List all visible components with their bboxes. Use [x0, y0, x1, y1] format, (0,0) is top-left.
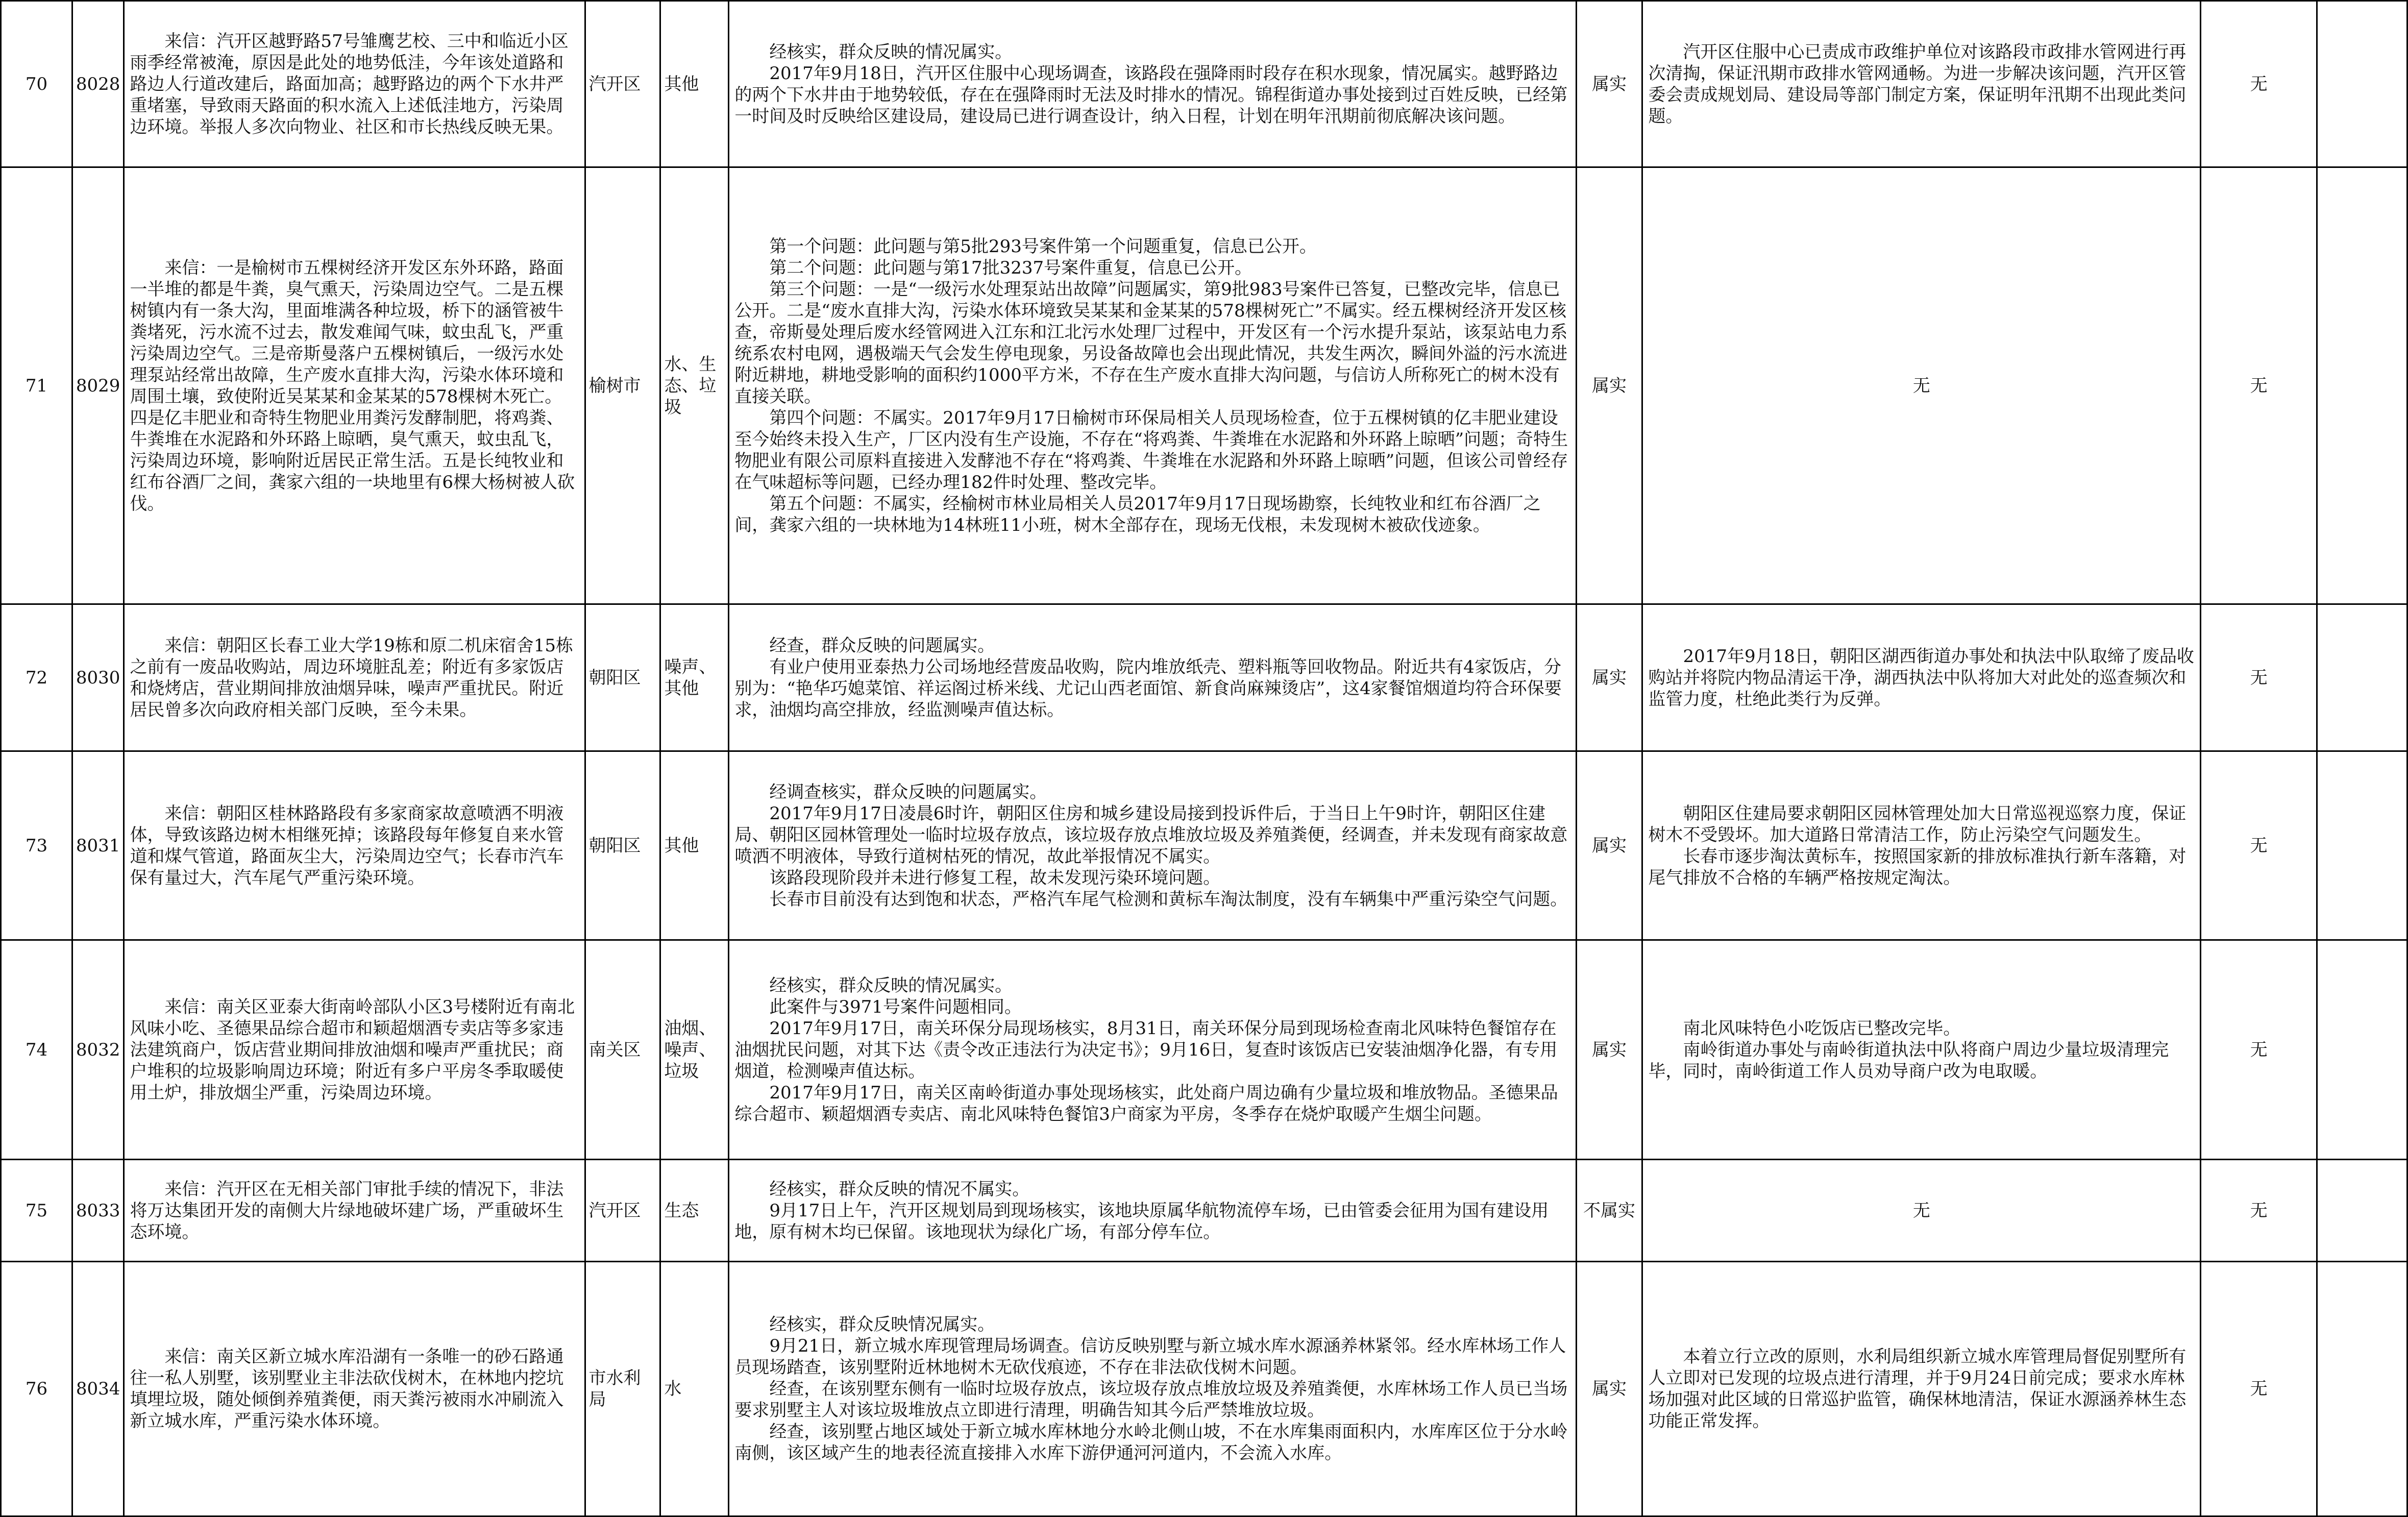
accountability-cell: 无	[2201, 1262, 2317, 1516]
paragraph: 来信：朝阳区桂林路路段有多家商家故意喷洒不明液体，导致该路边树木相继死掉；该路段每年修复自来水管道和煤气管道，路面灰尘大，污染周边空气；长春市汽车保有量过大，汽车尾气严重污染环境。	[130, 803, 564, 888]
verdict-cell: 属实	[1576, 1, 1642, 167]
area-cell: 朝阳区	[585, 751, 660, 940]
verdict-cell: 属实	[1576, 940, 1642, 1160]
table-body	[1, 1, 2407, 1516]
paragraph: 2017年9月17日，南关区南岭街道办事处现场核实，此处商户周边确有少量垃圾和堆放物品。圣德果品综合超市、颖超烟酒专卖店、南北风味特色餐馆3户商家为平房，冬季存在烧炉取暖产生烟尘问题。	[734, 1082, 1558, 1124]
table-row	[1, 167, 2407, 604]
paragraph: 第一个问题：此问题与第5批293号案件第一个问题重复，信息已公开。	[769, 236, 1317, 257]
findings-cell	[729, 1, 1576, 167]
paragraph: 汽开区住服中心已责成市政维护单位对该路段市政排水管网进行再次清掏，保证汛期市政排水管网通畅。为进一步解决该问题，汽开区管委会责成规划局、建设局等部门制定方案，保证明年汛期不出现此类问题。	[1648, 41, 2186, 127]
complaint-cell	[124, 1262, 585, 1516]
paragraph: 南岭街道办事处与南岭街道执法中队将商户周边少量垃圾清理完毕，同时，南岭街道工作人员劝导商户改为电取暖。	[1648, 1039, 2169, 1082]
paragraph: 有业户使用亚泰热力公司场地经营废品收购，院内堆放纸壳、塑料瓶等回收物品。附近共有4家饭店，分别为：“艳华巧媳菜馆、祥运阁过桥米线、尤记山西老面馆、新食尚麻辣烫店”，这4家餐馆烟道均符合环保要求，油烟均高空排放，经监测噪声值达标。	[734, 656, 1562, 720]
paragraph: 经核实，群众反映的情况不属实。	[769, 1179, 1030, 1200]
accountability-cell: 无	[2201, 940, 2317, 1160]
findings-cell	[729, 1160, 1576, 1262]
blank-cell	[2317, 940, 2407, 1160]
paragraph: 经查，在该别墅东侧有一临时垃圾存放点，该垃圾存放点堆放垃圾及养殖粪便，水库林场工作人员已当场要求别墅主人对该垃圾堆放点立即进行清理，明确告知其今后严禁堆放垃圾。	[734, 1379, 1568, 1421]
handling-cell: 无	[1642, 167, 2201, 604]
paragraph: 该路段现阶段并未进行修复工程，故未发现污染环境问题。	[769, 867, 1221, 888]
row-seq-cell: 71	[1, 167, 72, 604]
paragraph: 2017年9月17日凌晨6时许，朝阳区住房和城乡建设局接到投诉件后，于当日上午9时许，朝阳区住建局、朝阳区园林管理处一临时垃圾存放点，该垃圾存放点堆放垃圾及养殖粪便，经调查，并未发现有商家故意喷洒不明液体，导致行道树枯死的情况，故此举报情况不属实。	[734, 803, 1568, 867]
findings-cell	[729, 167, 1576, 604]
handling-cell	[1642, 1, 2201, 167]
blank-cell	[2317, 167, 2407, 604]
blank-cell	[2317, 604, 2407, 751]
blank-cell	[2317, 1160, 2407, 1262]
paragraph: 第二个问题：此问题与第17批3237号案件重复，信息已公开。	[769, 257, 1252, 278]
table-row	[1, 940, 2407, 1160]
paragraph: 南北风味特色小吃饭店已整改完毕。	[1683, 1018, 1961, 1039]
handling-cell	[1642, 604, 2201, 751]
paragraph: 经调查核实，群众反映的问题属实。	[769, 781, 1047, 802]
verdict-cell: 属实	[1576, 167, 1642, 604]
table-row	[1, 604, 2407, 751]
area-cell: 榆树市	[585, 167, 660, 604]
accountability-cell: 无	[2201, 1160, 2317, 1262]
complaint-cell	[124, 604, 585, 751]
accountability-cell: 无	[2201, 167, 2317, 604]
case-number-cell: 8034	[72, 1262, 124, 1516]
paragraph: 来信：南关区亚泰大街南岭部队小区3号楼附近有南北风味小吃、圣德果品综合超市和颖超烟酒专卖店等多家违法建筑商户，饭店营业期间排放油烟和噪声严重扰民；商户堆积的垃圾影响周边环境；附近有多户平房冬季取暖使用土炉，排放烟尘严重，污染周边环境。	[130, 996, 575, 1103]
verdict-cell: 属实	[1576, 604, 1642, 751]
paragraph: 长春市逐步淘汰黄标车，按照国家新的排放标准执行新车落籍，对尾气排放不合格的车辆严格按规定淘汰。	[1648, 846, 2186, 888]
accountability-cell: 无	[2201, 604, 2317, 751]
area-cell: 朝阳区	[585, 604, 660, 751]
row-seq-cell: 72	[1, 604, 72, 751]
area-cell: 汽开区	[585, 1, 660, 167]
paragraph: 本着立行立改的原则，水利局组织新立城水库管理局督促别墅所有人立即对已发现的垃圾点进行清理，并于9月24日前完成；要求水库林场加强对此区域的日常巡护监管，确保林地清洁，保证水源涵养林生态功能正常发挥。	[1648, 1347, 2186, 1431]
pollution-type-cell: 油烟、噪声、垃圾	[660, 940, 729, 1160]
table-row	[1, 751, 2407, 940]
case-number-cell: 8029	[72, 167, 124, 604]
case-number-cell: 8028	[72, 1, 124, 167]
verdict-cell: 不属实	[1576, 1160, 1642, 1262]
row-seq-cell: 74	[1, 940, 72, 1160]
blank-cell	[2317, 1, 2407, 167]
paragraph: 长春市目前没有达到饱和状态，严格汽车尾气检测和黄标车淘汰制度，没有车辆集中严重污染空气问题。	[769, 889, 1568, 910]
accountability-cell: 无	[2201, 751, 2317, 940]
paragraph: 2017年9月17日，南关环保分局现场核实，8月31日，南关环保分局到现场检查南北风味特色餐馆存在油烟扰民问题，对其下达《责令改正违法行为决定书》；9月16日，复查时该饭店已安装油烟净化器，有专用烟道，检测噪声值达标。	[734, 1018, 1558, 1082]
handling-cell	[1642, 940, 2201, 1160]
complaint-cell	[124, 940, 585, 1160]
paragraph: 经查，该别墅占地区域处于新立城水库林地分水岭北侧山坡，不在水库集雨面积内，水库库区位于分水岭南侧，该区域产生的地表径流直接排入水库下游伊通河河道内，不会流入水库。	[734, 1422, 1568, 1463]
paragraph: 朝阳区住建局要求朝阳区园林管理处加大日常巡视巡察力度，保证树木不受毁坏。加大道路日常清洁工作，防止污染空气问题发生。	[1648, 803, 2186, 845]
case-number-cell: 8030	[72, 604, 124, 751]
paragraph: 9月17日上午，汽开区规划局到现场核实，该地块原属华航物流停车场，已由管委会征用为国有建设用地，原有树木均已保留。该地现状为绿化广场，有部分停车位。	[734, 1200, 1549, 1242]
table-row	[1, 1, 2407, 167]
paragraph: 来信：汽开区在无相关部门审批手续的情况下，非法将万达集团开发的南侧大片绿地破坏建广场，严重破坏生态环境。	[130, 1179, 564, 1242]
pollution-type-cell: 生态	[660, 1160, 729, 1262]
pollution-type-cell: 噪声、其他	[660, 604, 729, 751]
handling-cell	[1642, 751, 2201, 940]
paragraph: 来信：南关区新立城水库沿湖有一条唯一的砂石路通往一私人别墅，该别墅业主非法砍伐树木，在林地内挖坑填埋垃圾，随处倾倒养殖粪便，雨天粪污被雨水冲刷流入新立城水库，严重污染水体环境。	[130, 1347, 564, 1431]
complaint-cell	[124, 1, 585, 167]
paragraph: 第四个问题：不属实。2017年9月17日榆树市环保局相关人员现场检查，位于五棵树镇的亿丰肥业建设至今始终未投入生产，厂区内没有生产设施，不存在“将鸡粪、牛粪堆在水泥路和外环路上晾晒”问题；奇特生物肥业有限公司原料直接进入发酵池不存在“将鸡粪、牛粪堆在水泥路和外环路上晾晒”问题，但该公司曾经存在气味超标等问题，已经办理182件时处理、整改完毕。	[734, 407, 1568, 493]
pollution-type-cell: 水	[660, 1262, 729, 1516]
findings-cell	[729, 604, 1576, 751]
blank-cell	[2317, 751, 2407, 940]
paragraph: 此案件与3971号案件问题相同。	[769, 996, 1022, 1017]
row-seq-cell: 70	[1, 1, 72, 167]
case-number-cell: 8031	[72, 751, 124, 940]
paragraph: 来信：汽开区越野路57号雏鹰艺校、三中和临近小区雨季经常被淹，原因是此处的地势低洼，今年该处道路和路边人行道改建后，路面加高；越野路边的两个下水井严重堵塞，导致雨天路面的积水流入上述低洼地方，污染周边环境。举报人多次向物业、社区和市长热线反映无果。	[130, 31, 569, 137]
verdict-cell: 属实	[1576, 1262, 1642, 1516]
paragraph: 经核实，群众反映的情况属实。	[769, 975, 1013, 996]
area-cell: 汽开区	[585, 1160, 660, 1262]
case-number-cell: 8032	[72, 940, 124, 1160]
findings-cell	[729, 940, 1576, 1160]
pollution-type-cell: 其他	[660, 1, 729, 167]
table-row	[1, 1262, 2407, 1516]
paragraph: 第五个问题：不属实，经榆树市林业局相关人员2017年9月17日现场勘察，长纯牧业和红布谷酒厂之间，龚家六组的一块林地为14林班11小班，树木全部存在，现场无伐根，未发现树木被砍伐迹象。	[734, 493, 1541, 535]
row-seq-cell: 73	[1, 751, 72, 940]
table-row	[1, 1160, 2407, 1262]
handling-cell: 无	[1642, 1160, 2201, 1262]
complaint-cell	[124, 1160, 585, 1262]
blank-cell	[2317, 1262, 2407, 1516]
row-seq-cell: 75	[1, 1160, 72, 1262]
findings-cell	[729, 751, 1576, 940]
pollution-type-cell: 水、生态、垃圾	[660, 167, 729, 604]
paragraph: 第三个问题：一是“一级污水处理泵站出故障”问题属实，第9批983号案件已答复，已整改完毕，信息已公开。二是“废水直排大沟，污染水体环境致吴某某和金某某的578棵树死亡”不属实。经五棵树经济开发区核查，帝斯曼处理后废水经管网进入江东和江北污水处理厂过程中，开发区有一个污水提升泵站，该泵站电力系统系农村电网，遇极端天气会发生停电现象，另设备故障也会出现此情况，共发生两次，瞬间外溢的污水流进附近耕地，耕地受影响的面积约1000平方米，不存在生产废水直排大沟问题，与信访人所称死亡的树木没有直接关联。	[734, 279, 1568, 407]
paragraph: 来信：一是榆树市五棵树经济开发区东外环路，路面一半堆的都是牛粪，臭气熏天，污染周边空气。二是五棵树镇内有一条大沟，里面堆满各种垃圾，桥下的涵管被牛粪堵死，污水流不过去，散发难闻气味，蚊虫乱飞，严重污染周边空气。三是帝斯曼落户五棵树镇后，一级污水处理泵站经常出故障，生产废水直排大沟，污染水体环境和周围土壤，致使附近吴某某和金某某的578棵树木死亡。四是亿丰肥业和奇特生物肥业用粪污发酵制肥，将鸡粪、牛粪堆在水泥路和外环路上晾晒，臭气熏天，蚊虫乱飞，污染周边环境，影响附近居民正常生活。五是长纯牧业和红布谷酒厂之间，龚家六组的一块地里有6棵大杨树被人砍伐。	[130, 257, 575, 514]
paragraph: 来信：朝阳区长春工业大学19栋和原二机床宿舍15栋之前有一废品收购站，周边环境脏乱差；附近有多家饭店和烧烤店，营业期间排放油烟异味，噪声严重扰民。附近居民曾多次向政府相关部门反映，至今未果。	[130, 635, 573, 720]
area-cell: 南关区	[585, 940, 660, 1160]
paragraph: 2017年9月18日，朝阳区湖西街道办事处和执法中队取缔了废品收购站并将院内物品清运干净，湖西执法中队将加大对此处的巡查频次和监管力度，杜绝此类行为反弹。	[1648, 646, 2194, 709]
complaint-cell	[124, 167, 585, 604]
accountability-cell: 无	[2201, 1, 2317, 167]
pollution-type-cell: 其他	[660, 751, 729, 940]
verdict-cell: 属实	[1576, 751, 1642, 940]
area-cell: 市水利局	[585, 1262, 660, 1516]
paragraph: 2017年9月18日，汽开区住服中心现场调查，该路段在强降雨时段存在积水现象，情况属实。越野路边的两个下水井由于地势较低，存在在强降雨时无法及时排水的情况。锦程街道办事处接到过百姓反映，已经第一时间及时反映给区建设局，建设局已进行调查设计，纳入日程，计划在明年汛期前彻底解决该问题。	[734, 63, 1568, 127]
paragraph: 经核实，群众反映的情况属实。	[769, 41, 1013, 62]
complaint-cell	[124, 751, 585, 940]
findings-cell	[729, 1262, 1576, 1516]
paragraph: 经核实，群众反映情况属实。	[769, 1314, 995, 1335]
row-seq-cell: 76	[1, 1262, 72, 1516]
handling-cell	[1642, 1262, 2201, 1516]
paragraph: 经查，群众反映的问题属实。	[769, 635, 995, 656]
paragraph: 9月21日，新立城水库现管理局场调查。信访反映别墅与新立城水库水源涵养林紧邻。经水库林场工作人员现场踏查，该别墅附近林地树木无砍伐痕迹，不存在非法砍伐树木问题。	[734, 1336, 1566, 1378]
case-number-cell: 8033	[72, 1160, 124, 1262]
